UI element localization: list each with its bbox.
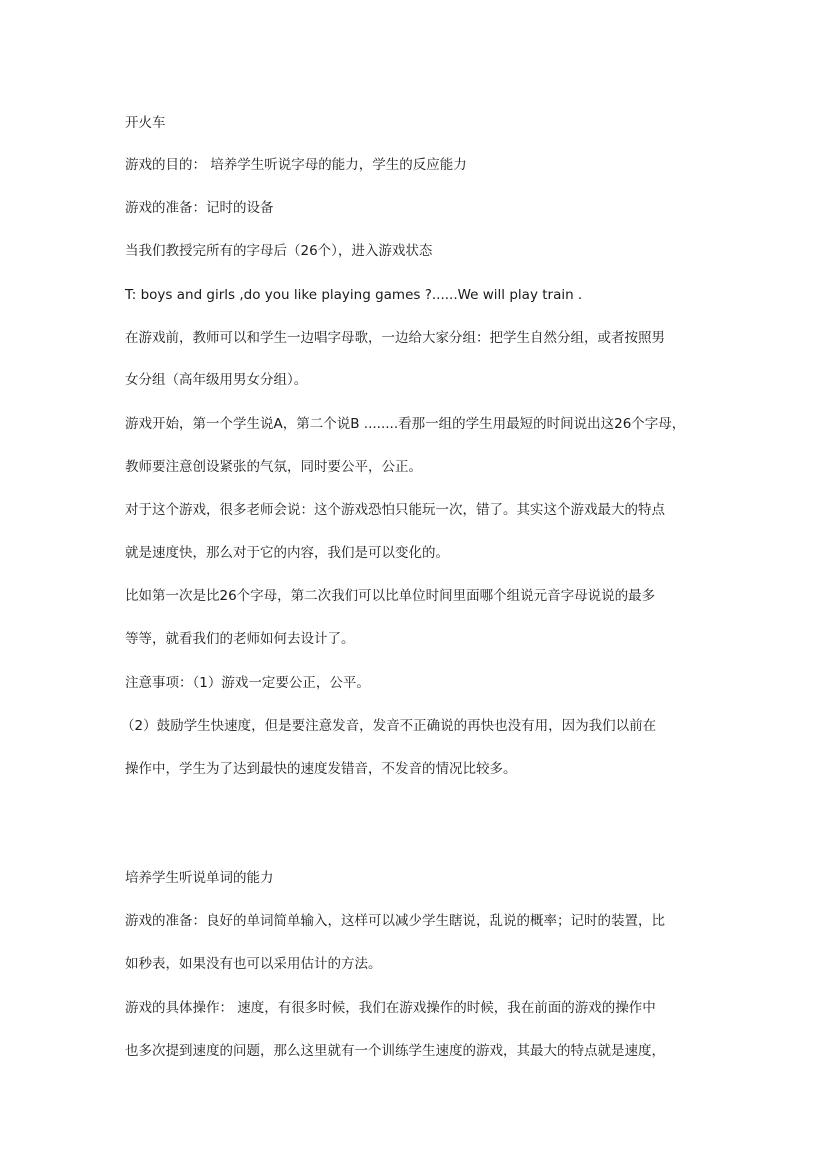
paragraph-line: 等等，就看我们的老师如何去设计了。 [125,631,355,647]
paragraph-line: 女分组（高年级用男女分组）。 [125,372,308,388]
paragraph-line: 在游戏前，教师可以和学生一边唱字母歌，一边给大家分组：把学生自然分组，或者按照男 [125,330,665,346]
paragraph-line: 当我们教授完所有的字母后（26个），进入游戏状态 [125,243,433,259]
paragraph-line: 游戏的准备：良好的单词简单输入，这样可以减少学生瞎说，乱说的概率；记时的装置，比 [125,913,665,929]
paragraph-line: 如秒表，如果没有也可以采用估计的方法。 [125,956,382,972]
heading-line: 开火车 [125,115,166,131]
paragraph-line: （2）鼓励学生快速度，但是要注意发音，发音不正确说的再快也没有用，因为我们以前在 [121,718,657,734]
heading-line: 培养学生听说单词的能力 [125,870,274,886]
paragraph-line: 游戏开始，第一个学生说A，第二个说B ........看那一组的学生用最短的时间说出这26个字母， [125,416,686,432]
paragraph-line: 注意事项：（1）游戏一定要公正，公平。 [125,675,370,691]
paragraph-line: 游戏的具体操作： 速度，有很多时候，我们在游戏操作的时候，我在前面的游戏的操作中 [125,1000,656,1016]
paragraph-line: 也多次提到速度的问题，那么这里就有一个训练学生速度的游戏，其最大的特点就是速度， [125,1043,665,1059]
paragraph-line: 比如第一次是比26个字母，第二次我们可以比单位时间里面哪个组说元音字母说说的最多 [125,588,656,604]
paragraph-line: 教师要注意创设紧张的气氛，同时要公平，公正。 [125,459,422,475]
paragraph-line: T: boys and girls ,do you like playing games ?......We will play train . [125,287,583,303]
paragraph-line: 对于这个游戏，很多老师会说：这个游戏恐怕只能玩一次，错了。其实这个游戏最大的特点 [125,502,665,518]
paragraph-line: 就是速度快，那么对于它的内容，我们是可以变化的。 [125,545,449,561]
paragraph-line: 游戏的准备：记时的设备 [125,200,274,216]
paragraph-line: 操作中，学生为了达到最快的速度发错音，不发音的情况比较多。 [125,761,517,777]
paragraph-line: 游戏的目的： 培养学生听说字母的能力，学生的反应能力 [125,157,467,173]
